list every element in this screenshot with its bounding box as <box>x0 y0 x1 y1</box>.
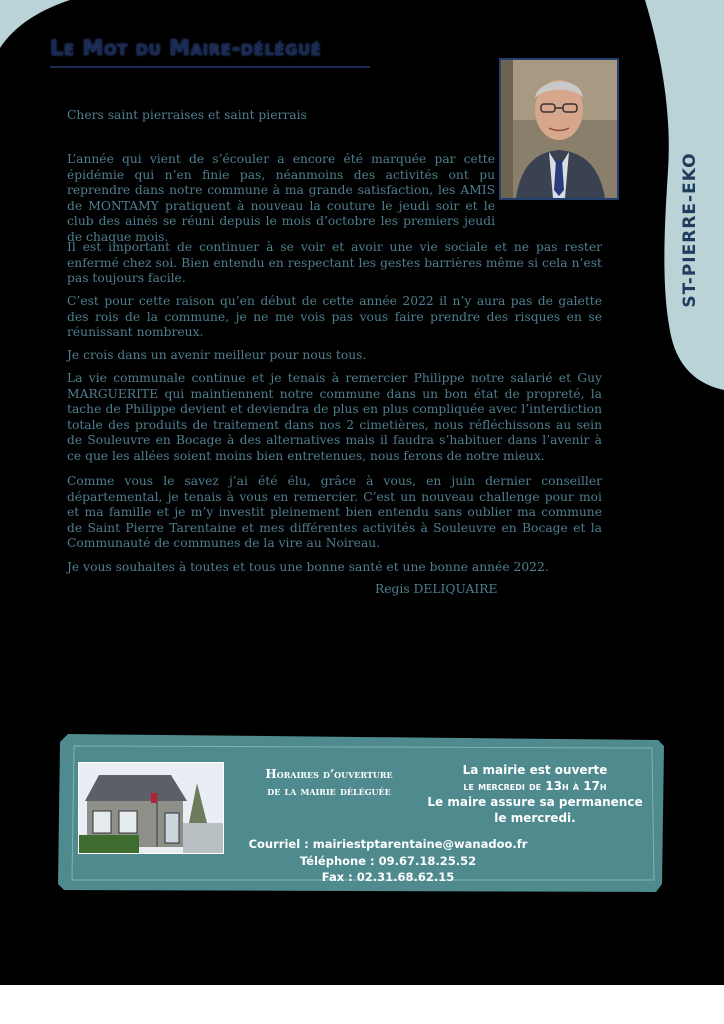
phone-contact: Téléphone : 09.67.18.25.52 <box>299 854 477 868</box>
title-underline <box>50 66 370 68</box>
paragraph-5: La vie communale continue et je tenais à remercier Philippe notre salarié et Guy MARGUERITE qui maintiennent notre commune dans un bon état de propreté, la tache de Philippe devient et deviendra de plus en plus compliquée avec l’interdiction totale des produits de traitement dans nos 2 cimetières, nous réfléchissons au sein de Souleuvre en Bocage à des alternatives mais il faudra s’habituer dans l’avenir à ce que les allées soient moins bien entretenues, nous ferons de notre mieux. <box>67 371 602 463</box>
signature: Regis DELIQUAIRE <box>375 582 498 596</box>
greeting: Chers saint pierraises et saint pierrais <box>67 108 307 122</box>
open-statement: La mairie est ouverte <box>462 763 608 777</box>
paragraph-3: C’est pour cette raison qu’en début de cette année 2022 il n’y aura pas de galette des rois de la commune, je ne me vois pas vous faire prendre des risques en se réunissant nombreux. <box>67 294 602 339</box>
opening-hours-title-line1: Horaires d’ouverture <box>265 767 393 781</box>
side-tag: ST-PIERRE-EKO <box>680 152 700 308</box>
opening-hours-panel <box>58 734 668 894</box>
email-contact: Courriel : mairiestptarentaine@wanadoo.fr <box>248 837 528 851</box>
mayor-photo <box>499 58 619 200</box>
fax-contact: Fax : 02.31.68.62.15 <box>321 870 455 884</box>
paragraph-7: Je vous souhaites à toutes et tous une bonne santé et une bonne année 2022. <box>67 560 549 574</box>
paragraph-4: Je crois dans un avenir meilleur pour nous tous. <box>67 348 367 362</box>
paragraph-1: L’année qui vient de s’écouler a encore été marquée par cette épidémie qui n’en finie pas, néanmoins des activités ont pu reprendre dans notre commune à ma grande satisfaction, les AMIS de MONTAMY pratiquent à nouveau la couture le jeudi soir et le club des ainés se réuni depuis le mois d’octobre les premiers jeudi de chaque mois. <box>67 152 495 244</box>
page-title: Le Mot du Maire-délégué <box>50 36 322 60</box>
paragraph-2: Il est important de continuer à se voir et avoir une vie sociale et ne pas rester enfermé chez soi. Bien entendu en respectant les gestes barrières même si cela n’est pas toujours facile. <box>67 240 602 285</box>
opening-hours-title-line2: de la mairie déléguée <box>267 784 391 798</box>
open-hours: le mercredi de 13h à 17h <box>463 779 607 793</box>
paragraph-6: Comme vous le savez j’ai été élu, grâce à vous, en juin dernier conseiller départemental, je tenais à vous en remercier. C’est un nouveau challenge pour moi et ma famille et je m’y investit pleinement bien entendu sans oublier ma commune de Saint Pierre Tarentaine et mes différentes activités à Souleuvre en Bocage et la Communauté de communes de la vire au Noireau. <box>67 474 602 550</box>
mayor-permanence: Le maire assure sa permanence le mercredi. <box>427 795 643 825</box>
town-hall-photo <box>78 762 224 854</box>
opening-hours-title <box>236 766 422 800</box>
